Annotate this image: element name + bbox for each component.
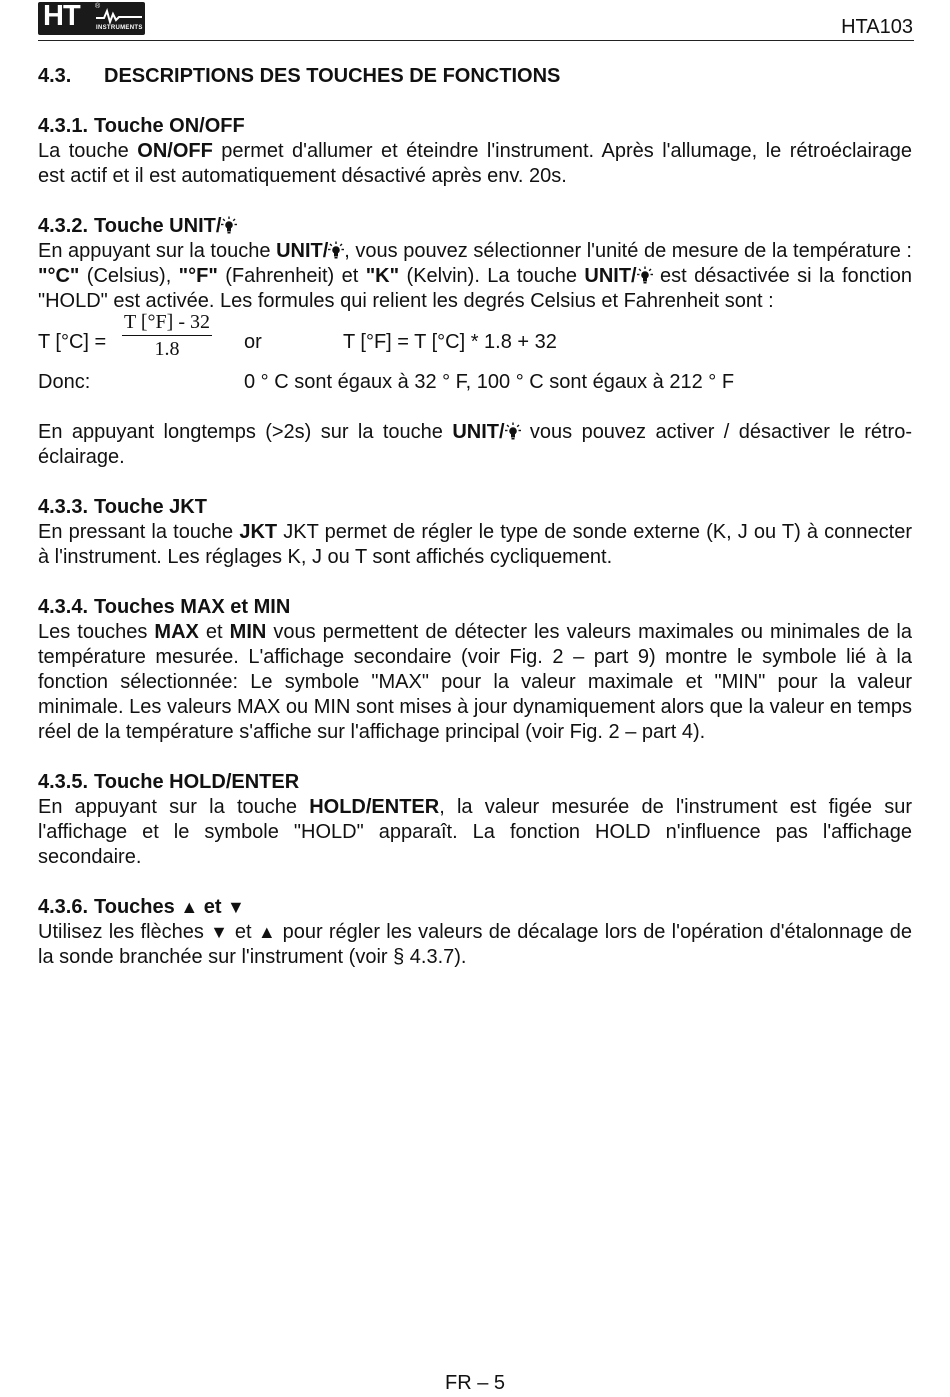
page-footer: FR – 5 [444,1372,506,1394]
paragraph-maxmin: Les touches MAX et MIN vous permettent de détecter les valeurs maximales ou minimales de la température mesurée. L'affichage secondaire (voir Fig. 2 – part 9) montre le symbole lié à la fonction sélectionnée: Le symbole "MAX" pour la valeur maximale et "MIN" pour la valeur minimale. Les valeurs MAX ou MIN sont mises à jour dynamiquement alors que la valeur en temps réel de la température s'affiche sur l'affichage principal (voir Fig. 2 – part 4). [38,621,912,743]
subsection-heading-hold [38,770,912,795]
model-number: HTA103 [841,16,913,38]
down-arrow-icon: ▼ [227,897,245,917]
up-arrow-icon: ▲ [180,897,199,917]
document-body [38,64,912,970]
subsection-heading-unit [38,214,912,239]
waveform-icon [96,8,142,24]
header-divider [38,40,914,41]
backlight-bulb-icon [505,422,521,440]
fraction-numerator: T [°F] - 32 [122,310,212,336]
logo-text: HT [43,0,80,32]
subsection-number: 4.3.3. [38,496,89,518]
paragraph-jkt: En pressant la touche JKT JKT permet de régler le type de sonde externe (K, J ou T) à connecter à l'instrument. Les réglages K, J ou T sont affichés cycliquement. [38,521,913,568]
formula-lhs: T [°C] = [38,331,107,353]
section-heading [38,64,912,89]
subsection-heading-onoff [38,114,912,139]
formula-or: or [244,331,262,353]
subsection-number: 4.3.2. [38,215,89,237]
donc-text: 0 ° C sont égaux à 32 ° F, 100 ° C sont égaux à 212 ° F [244,371,735,393]
paragraph-onoff: La touche ON/OFF permet d'allumer et éteindre l'instrument. Après l'allumage, le rétroéclairage est actif et il est automatiquement désactivé après env. 20s. [38,140,912,187]
subsection-heading-arrows: 4.3.6. Touches ▲ et ▼ [38,896,245,918]
subsection-title: Touche UNIT/ [94,215,222,237]
up-arrow-icon: ▲ [257,922,277,942]
subsection-number: 4.3.6. [38,896,89,918]
paragraph-backlight: En appuyant longtemps (>2s) sur la touche UNIT/ vous pouvez activer / désactiver le rétro-éclairage. [38,421,912,468]
subsection-number: 4.3.1. [38,115,89,137]
formula-rhs: T [°F] = T [°C] * 1.8 + 32 [343,331,557,353]
subsection-number: 4.3.4. [38,596,89,618]
ht-logo [38,2,145,35]
formula-fraction [122,310,212,362]
paragraph-arrows: Utilisez les flèches ▼ et ▲ pour régler les valeurs de décalage lors de l'opération d'étalonnage de la sonde branchée sur l'instrument (voir § 4.3.7). [38,921,913,968]
subsection-heading-maxmin [38,595,912,620]
conversion-formula [38,311,912,370]
paragraph-unit: En appuyant sur la touche UNIT/ , vous pouvez sélectionner l'unité de mesure de la température : "°C" (Celsius), "°F" (Fahrenheit) et "K" (Kelvin). La touche UNIT/ est désactivée si la fonction "HOLD" est activée. Les formules qui relient les degrés Celsius et Fahrenheit sont : [38,240,912,312]
backlight-bulb-icon [328,241,344,259]
conversion-example [38,370,912,395]
subsection-number: 4.3.5. [38,771,89,793]
subsection-title: Touche ON/OFF [94,115,245,137]
subsection-heading-jkt [38,495,912,520]
backlight-bulb-icon [221,216,237,234]
backlight-bulb-icon [637,266,653,284]
section-number: 4.3. [38,65,72,87]
subsection-title: Touche JKT [94,496,207,518]
subsection-title: Touche HOLD/ENTER [94,771,300,793]
fraction-denominator: 1.8 [154,338,180,360]
logo-subtitle: INSTRUMENTS [96,25,143,31]
subsection-title: Touches MAX et MIN [94,596,291,618]
paragraph-hold: En appuyant sur la touche HOLD/ENTER, la valeur mesurée de l'instrument est figée sur l'affichage et le symbole "HOLD" apparaît. La fonction HOLD n'influence pas l'affichage secondaire. [38,796,912,868]
donc-label: Donc: [38,371,91,393]
section-title: DESCRIPTIONS DES TOUCHES DE FONCTIONS [104,65,561,87]
registered-mark: ® [95,3,101,10]
down-arrow-icon: ▼ [210,922,229,942]
